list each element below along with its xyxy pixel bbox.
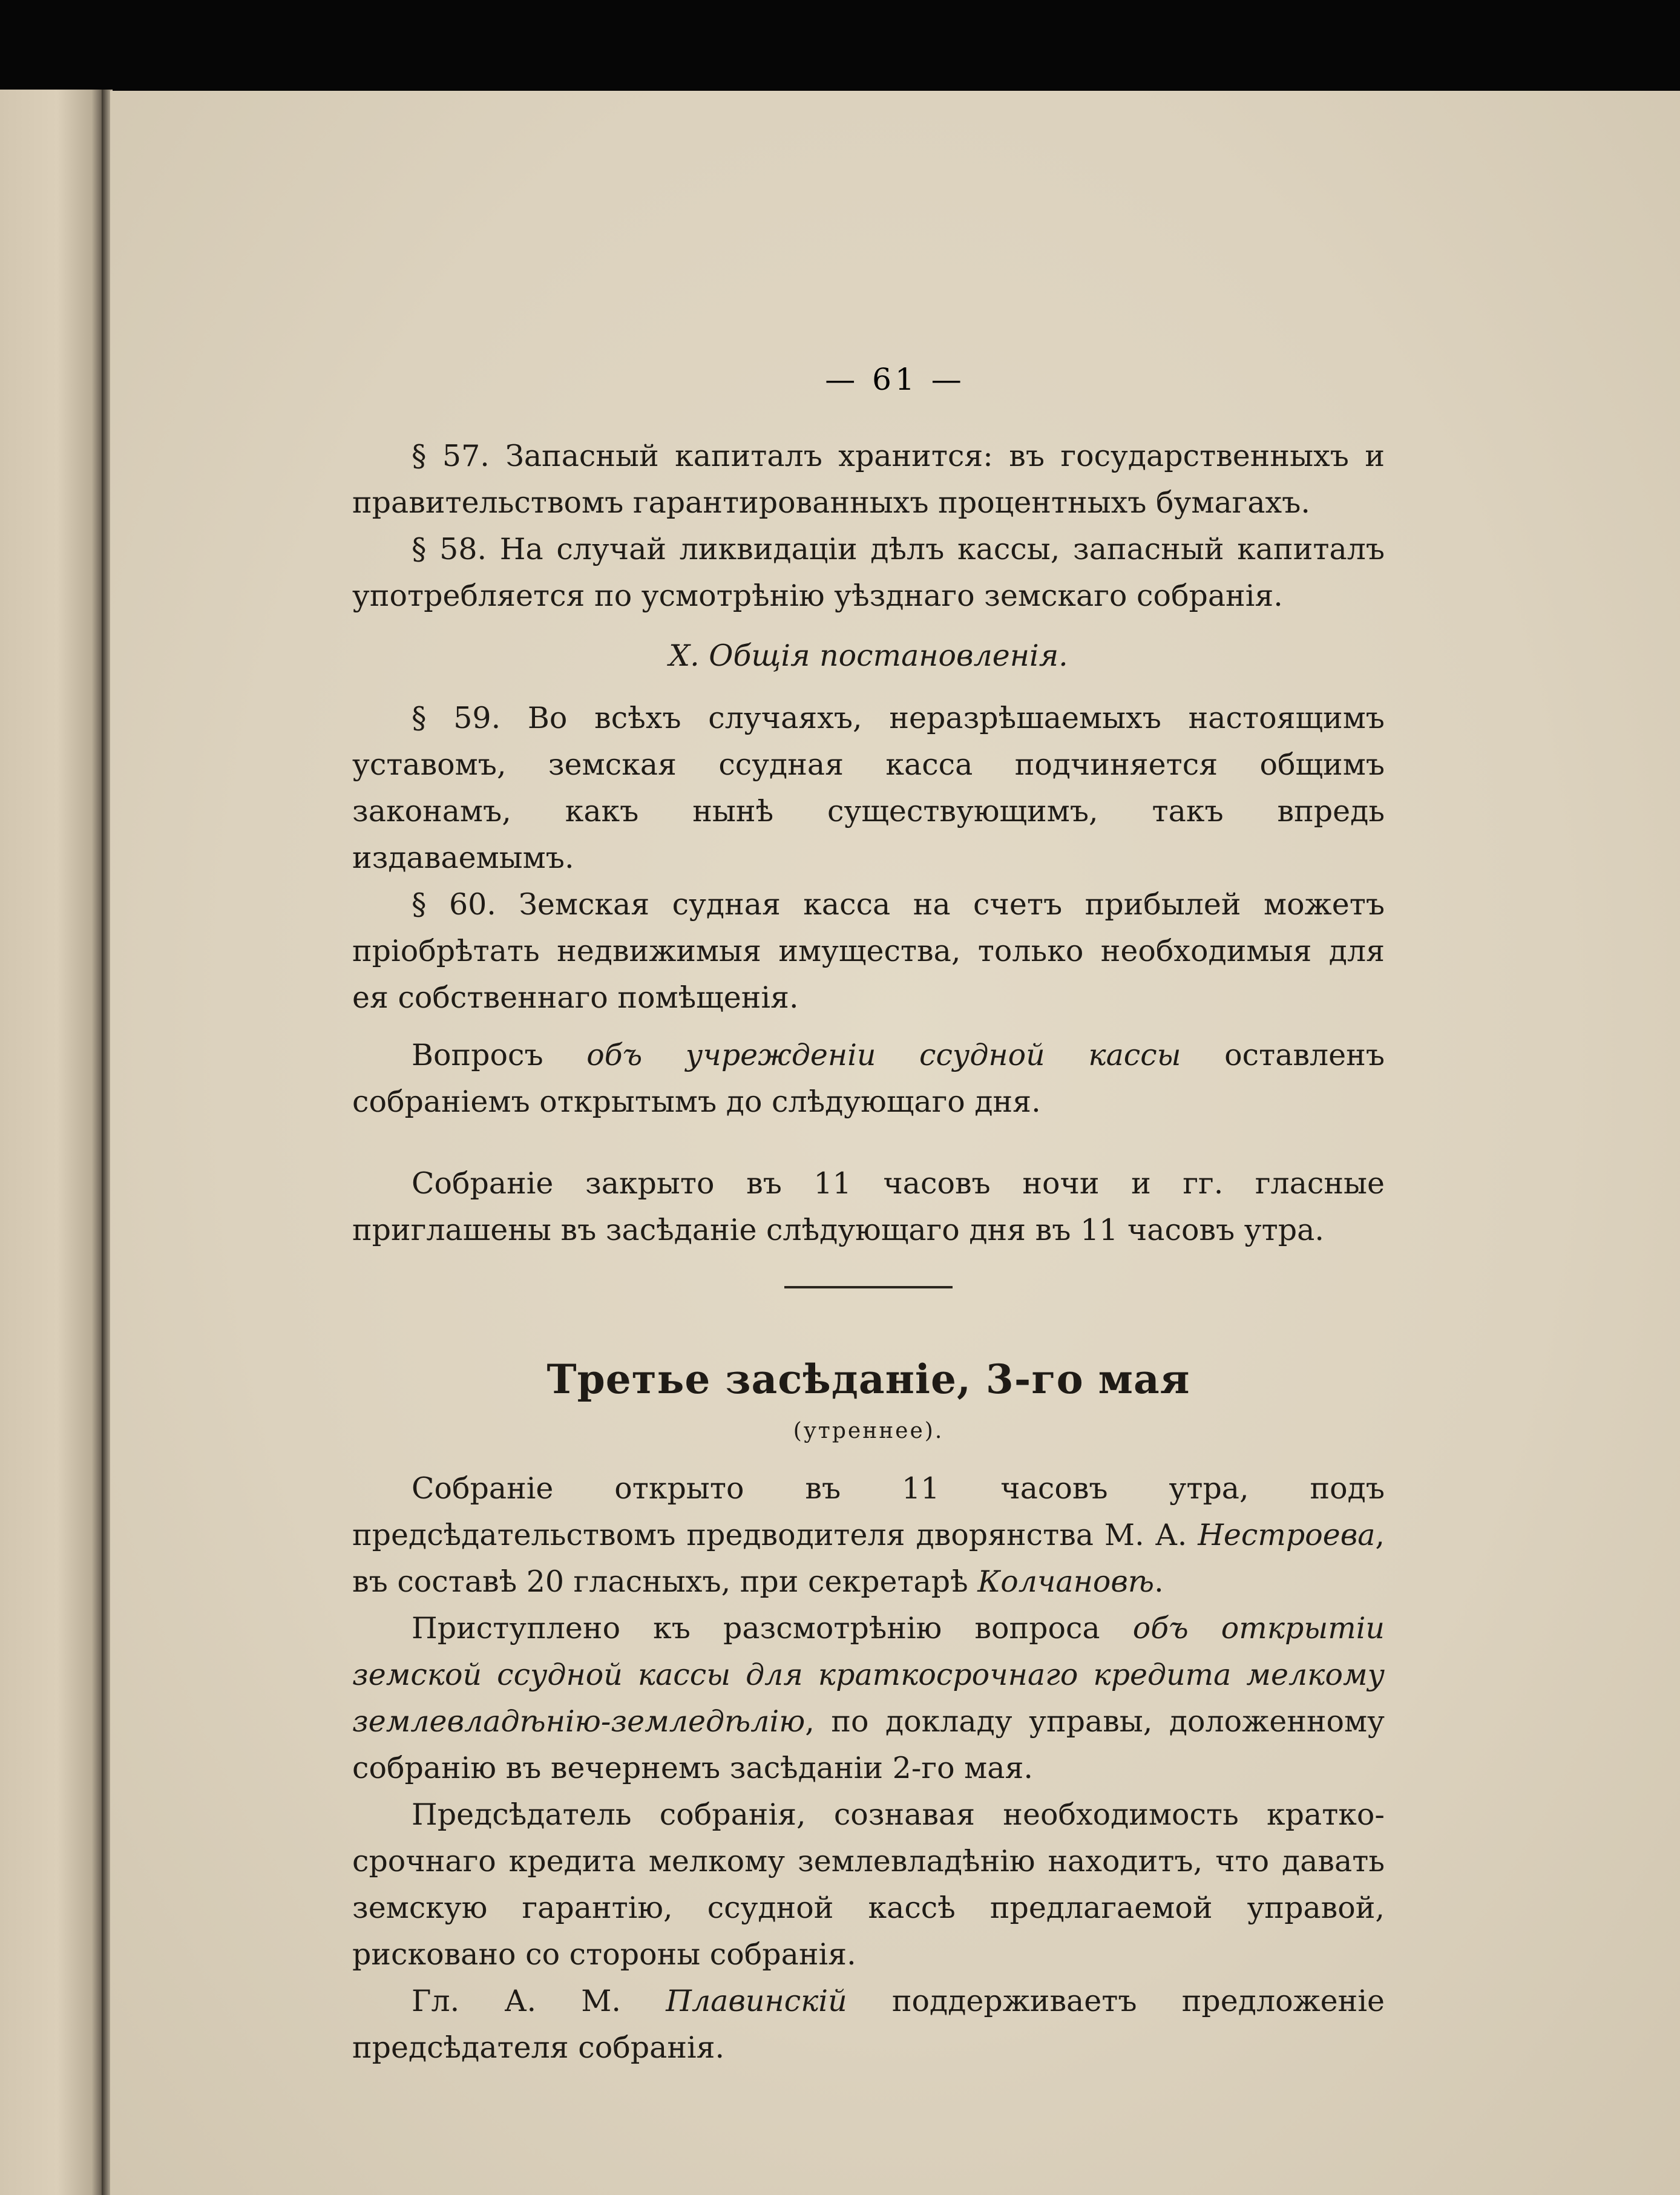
closing-paragraph: Собраніе закрыто въ 11 часовъ ночи и гг. гласные приглашены въ засѣданіе слѣдующаго дня въ 11 часовъ утра. [352, 1166, 1385, 1247]
page-number: — 61 — [825, 362, 965, 397]
session-subtitle: (утреннее). [793, 1419, 944, 1443]
question-text-end: оставленъ собраніемъ открытымъ до слѣдующаго дня. [352, 1038, 1385, 1119]
question-italic: объ учрежденіи ссудной кассы [586, 1038, 1181, 1072]
book-page [110, 91, 1680, 2195]
opening-text-2: , въ составѣ 20 гласныхъ, при секретарѣ [352, 1518, 1385, 1599]
page-text [352, 433, 1385, 2071]
paragraph-58: § 58. На случай ликвидаціи дѣлъ кассы, запасный капиталъ употребляется по усмотрѣнію уѣзднаго земскаго собранія. [352, 532, 1385, 613]
section-heading: X. Общія постановленія. [669, 638, 1068, 673]
support-paragraph [352, 1978, 1385, 2071]
support-name: Плавинскій [666, 1984, 847, 2018]
proceeded-text-2: , по докладу управы, доложенному собранію въ вечернемъ засѣданіи 2-го мая. [352, 1704, 1385, 1785]
opening-paragraph [352, 1465, 1385, 1605]
proceeded-italic: объ открытіи земской ссудной кассы для краткосрочнаго кредита мелкому землевладѣнію-земледѣлію [352, 1611, 1385, 1739]
paragraph-60: § 60. Земская судная касса на счетъ прибылей можетъ пріобрѣтать недвижимыя имущества, только необходимыя для ея собственнаго помѣщенія. [352, 887, 1385, 1015]
session-title: Третье засѣданіе, 3-го мая [546, 1356, 1190, 1403]
opening-name-secretary: Колчановѣ [977, 1564, 1155, 1599]
proceeded-paragraph [352, 1605, 1385, 1791]
support-text-2: поддерживаетъ предложеніе предсѣдателя собранія. [352, 1984, 1385, 2065]
chairman-paragraph: Предсѣдатель собранія, сознавая необходимость кратко-срочнаго кредита мелкому землевладѣнію находитъ, что давать земскую гарантію, ссудной кассѣ предлагаемой управой, рисковано со стороны собранія. [352, 1797, 1385, 1972]
opening-text: Собраніе открыто въ 11 часовъ утра, подъ предсѣдательствомъ предводителя дворянства М. А. [352, 1471, 1385, 1552]
question-text: Вопросъ [412, 1038, 587, 1072]
question-paragraph [352, 1032, 1385, 1125]
section-divider [784, 1286, 953, 1288]
proceeded-text: Приступлено къ разсмотрѣнію вопроса [412, 1611, 1133, 1645]
paragraph-59: § 59. Во всѣхъ случаяхъ, неразрѣшаемыхъ настоящимъ уставомъ, земская ссудная касса подчиняется общимъ законамъ, какъ нынѣ существующимъ, такъ впредь издаваемымъ. [352, 701, 1385, 875]
opening-name-chair: Нестроева [1198, 1518, 1376, 1552]
left-page-edge [0, 90, 104, 2195]
paragraph-57: § 57. Запасный капиталъ хранится: въ государственныхъ и правительствомъ гарантированныхъ процентныхъ бумагахъ. [352, 439, 1385, 520]
support-text: Гл. А. М. [412, 1984, 666, 2018]
opening-text-3: . [1154, 1564, 1164, 1599]
